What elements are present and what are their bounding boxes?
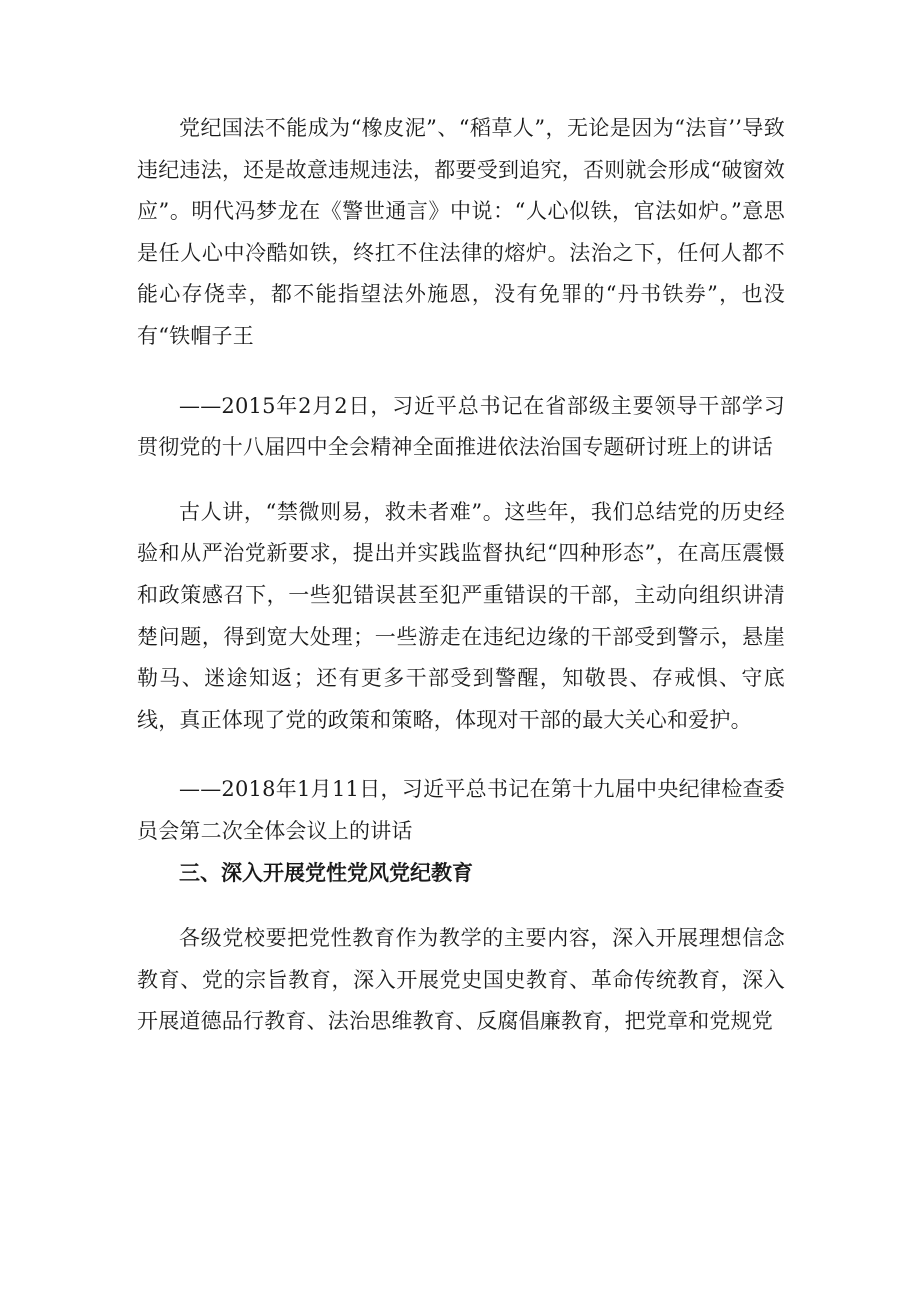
- paragraph-four-forms: 古人讲，“禁微则易，救未者难”。这些年，我们总结党的历史经验和从严治党新要求，提出并实践监督执纪“四种形态”，在高压震慑和政策感召下，一些犯错误甚至犯严重错误的干部，主动向组织讲清楚问题，得到宽大处理；一些游走在违纪边缘的干部受到警示，悬崖勒马、迷途知返；还有更多干部受到警醒，知敬畏、存戒惧、守底线，真正体现了党的政策和策略，体现对干部的最大关心和爱护。: [137, 499, 785, 732]
- document-body: [137, 108, 785, 1043]
- citation-2015: ——2015年2月2日，习近平总书记在省部级主要领导干部学习贯彻党的十八届四中全会精神全面推进依法治国专题研讨班上的讲话: [137, 393, 785, 460]
- section-heading: 三、深入开展党性党风党纪教育: [179, 860, 473, 885]
- citation-2018: ——2018年1月11日，习近平总书记在第十九届中央纪律检查委员会第二次全体会议上的讲话: [137, 777, 785, 843]
- paragraph-party-school: 各级党校要把党性教育作为教学的主要内容，深入开展理想信念教育、党的宗旨教育，深入开展党史国史教育、革命传统教育，深入开展道德品行教育、法治思维教育、反腐倡廉教育，把党章和党规党: [137, 926, 785, 1034]
- paragraph-party-discipline: 党纪国法不能成为“橡皮泥”、“稻草人”，无论是因为“法盲’’导致违纪违法，还是故意违规违法，都要受到追究，否则就会形成“破窗效应”。明代冯梦龙在《警世通言》中说：“人心似铁，官法如炉。”意思是任人心中冷酷如铁，终扛不住法律的熔炉。法治之下，任何人都不能心存侥幸，都不能指望法外施恩，没有免罪的“丹书铁券”，也没有“铁帽子王: [137, 116, 785, 348]
